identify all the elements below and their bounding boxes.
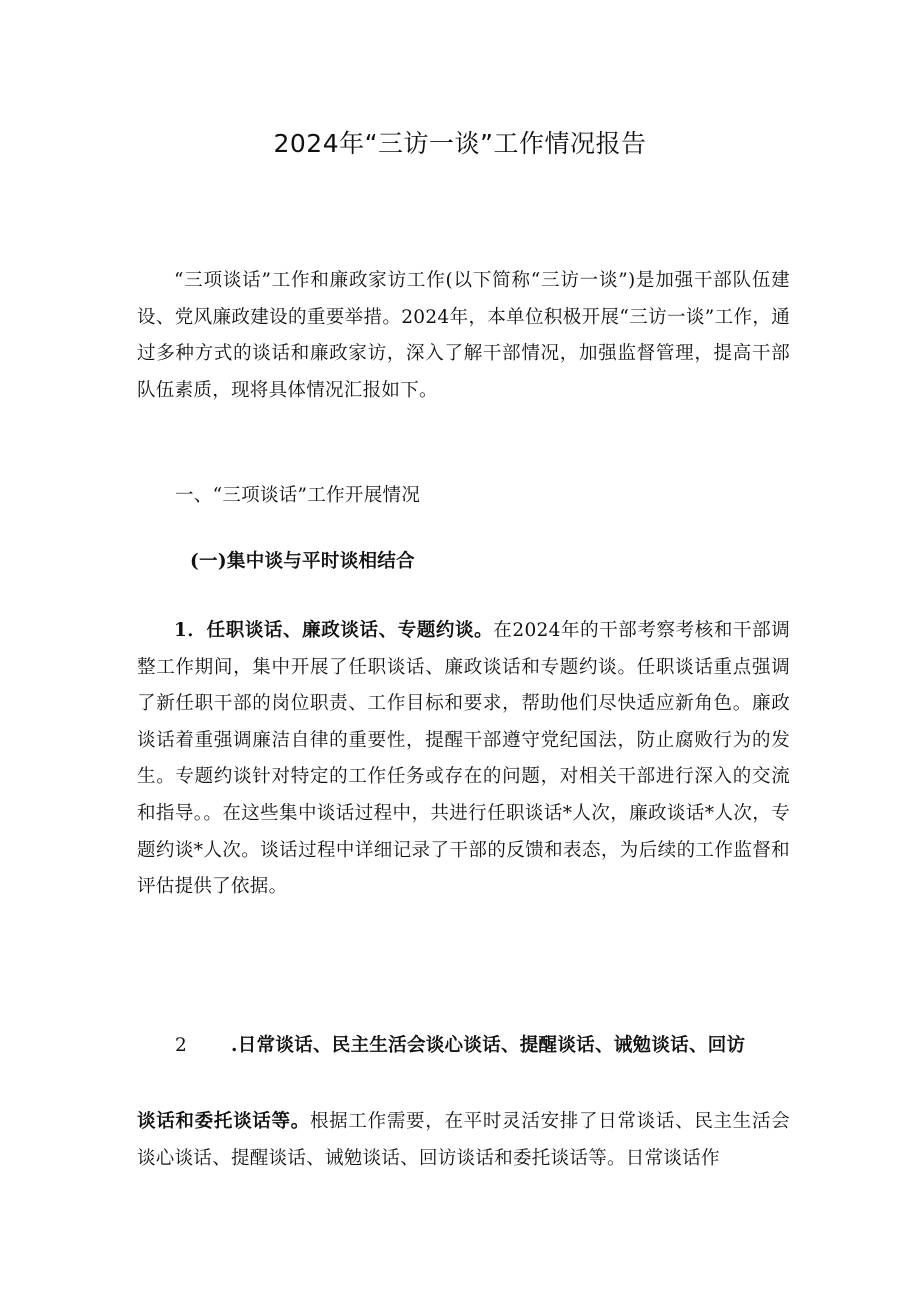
- item2-lead-line2: 谈话和委托谈话等。: [137, 1111, 310, 1132]
- item2-paragraph: [137, 1104, 790, 1177]
- subsection-heading: (一)集中谈与平时谈相结合: [190, 551, 415, 572]
- item2-heading-line: [175, 1031, 790, 1061]
- item2-lead-line1: .日常谈话、民主生活会谈心谈话、提醒谈话、诫勉谈话、回访: [231, 1035, 746, 1056]
- item2-body: 根据工作需要，在平时灵活安排了日常谈话、民主生活会谈心谈话、提醒谈话、诫勉谈话、回访谈话和委托谈话等。日常谈话作: [137, 1111, 790, 1169]
- document-title: 2024年“三访一谈”工作情况报告: [273, 129, 647, 158]
- section-heading: 一、“三项谈话”工作开展情况: [175, 485, 421, 506]
- item1-paragraph: [137, 613, 790, 906]
- intro-paragraph: “三项谈话”工作和廉政家访工作(以下简称“三访一谈”)是加强干部队伍建设、党风廉政建设的重要举措。2024年，本单位积极开展“三访一谈”工作，通过多种方式的谈话和廉政家访，深入了解干部情况，加强监督管理，提高干部队伍素质，现将具体情况汇报如下。: [137, 270, 790, 401]
- item1-lead: 1．任职谈话、廉政谈话、专题约谈。: [174, 620, 494, 641]
- item2-number: 2: [175, 1035, 188, 1056]
- item1-body: 在2024年的干部考察考核和干部调整工作期间，集中开展了任职谈话、廉政谈话和专题约谈。任职谈话重点强调了新任职干部的岗位职责、工作目标和要求，帮助他们尽快适应新角色。廉政谈话着重强调廉洁自律的重要性，提醒干部遵守党纪国法，防止腐败行为的发生。专题约谈针对特定的工作任务或存在的问题，对相关干部进行深入的交流和指导。。在这些集中谈话过程中，共进行任职谈话*人次，廉政谈话*人次，专题约谈*人次。谈话过程中详细记录了干部的反馈和表态，为后续的工作监督和评估提供了依据。: [137, 620, 790, 898]
